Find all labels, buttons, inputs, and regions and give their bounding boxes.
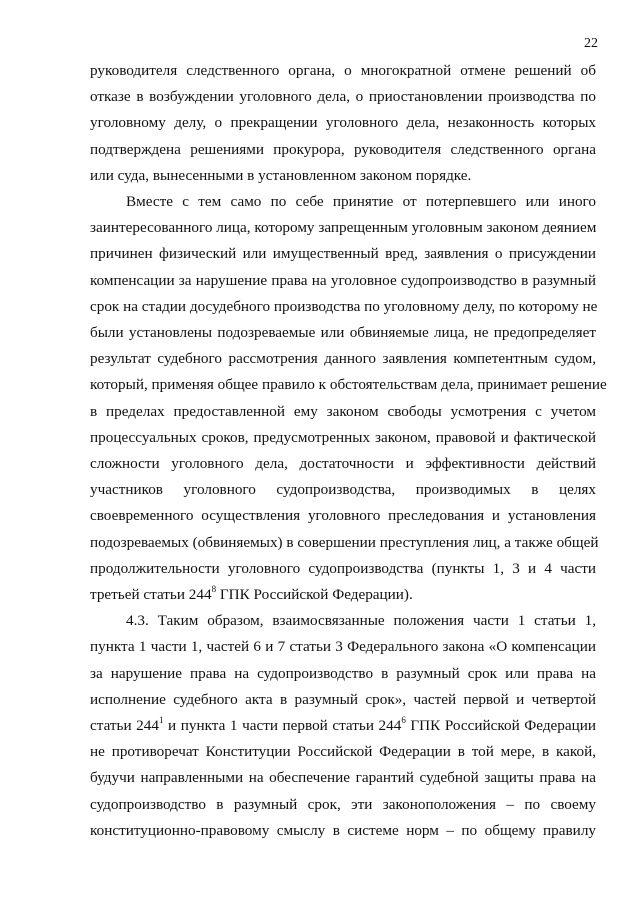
text-line: подтверждена решениями прокурора, руководителя следственного органа (90, 140, 596, 158)
superscript: 1 (158, 715, 164, 726)
superscript: 6 (401, 715, 406, 726)
text-line: конституционно-правовому смыслу в системе норм – по общему правилу (90, 821, 596, 839)
text-segment: статьи 244 (90, 717, 159, 735)
text-line: который, применяя общее правило к обстоятельствам дела, принимает решение (90, 376, 607, 394)
text-line: руководителя следственного органа, о многократной отмене решений об (90, 62, 596, 79)
text-line: были установлены подозреваемые или обвиняемые лица, не предопределяет (90, 324, 596, 342)
text-line: за нарушение права на судопроизводство в разумный срок или права на (90, 664, 596, 682)
text-segment: ГПК Российской Федерации (405, 717, 596, 735)
text-segment: и пункта 1 части первой статьи 244 (163, 717, 402, 735)
text-line: подозреваемых (обвиняемых) в совершении преступления лиц, а также общей (90, 533, 599, 551)
text-line: процессуальных сроков, предусмотренных законом, правовой и фактической (90, 428, 596, 446)
text-line (90, 582, 596, 608)
text-line: пункта 1 части 1, частей 6 и 7 статьи 3 Федерального закона «О компенсации (90, 638, 596, 656)
text-line: отказе в возбуждении уголовного дела, о приостановлении производства по (90, 88, 596, 106)
text-line: компенсации за нарушение права на уголовное судопроизводство в разумный (90, 271, 596, 289)
text-line: 4.3. Таким образом, взаимосвязанные положения части 1 статьи 1, (126, 612, 596, 630)
text-line: в пределах предоставленной ему законом свободы усмотрения с учетом (90, 402, 596, 420)
text-line: не противоречат Конституции Российской Федерации в той мере, в какой, (90, 743, 596, 761)
text-line: исполнение судебного акта в разумный срок», частей первой и четвертой (90, 690, 596, 708)
page-number: 22 (584, 36, 598, 51)
text-line: судопроизводство в разумный срок, эти законоположения – по своему (90, 795, 596, 813)
text-line: своевременного осуществления уголовного преследования и установления (90, 507, 596, 525)
text-line: или суда, вынесенными в установленном законом порядке. (90, 166, 472, 184)
text-line: заинтересованного лица, которому запрещенным уголовным законом деянием (90, 219, 597, 237)
text-line: Вместе с тем само по себе принятие от потерпевшего или иного (126, 193, 596, 211)
text-line: результат судебного рассмотрения данного заявления компетентным судом, (90, 350, 596, 368)
text-segment: ГПК Российской Федерации). (216, 586, 413, 604)
document-body (90, 58, 607, 844)
text-segment: третьей статьи 244 (90, 586, 212, 604)
text-line: срок на стадии досудебного производства по уголовному делу, по которому не (90, 297, 598, 315)
text-line: будучи направленными на обеспечение гарантий судебной защиты права на (90, 769, 596, 787)
text-line: участников уголовного судопроизводства, производимых в целях (90, 481, 596, 499)
text-line: причинен физический или имущественный вред, заявления о присуждении (90, 245, 596, 263)
text-line: продолжительности уголовного судопроизводства (пункты 1, 3 и 4 части (90, 559, 596, 577)
text-line (90, 713, 596, 739)
text-line: уголовному делу, о прекращении уголовного дела, незаконность которых (90, 114, 596, 132)
text-line: сложности уголовного дела, достаточности и эффективности действий (90, 455, 596, 473)
superscript: 8 (211, 584, 217, 594)
